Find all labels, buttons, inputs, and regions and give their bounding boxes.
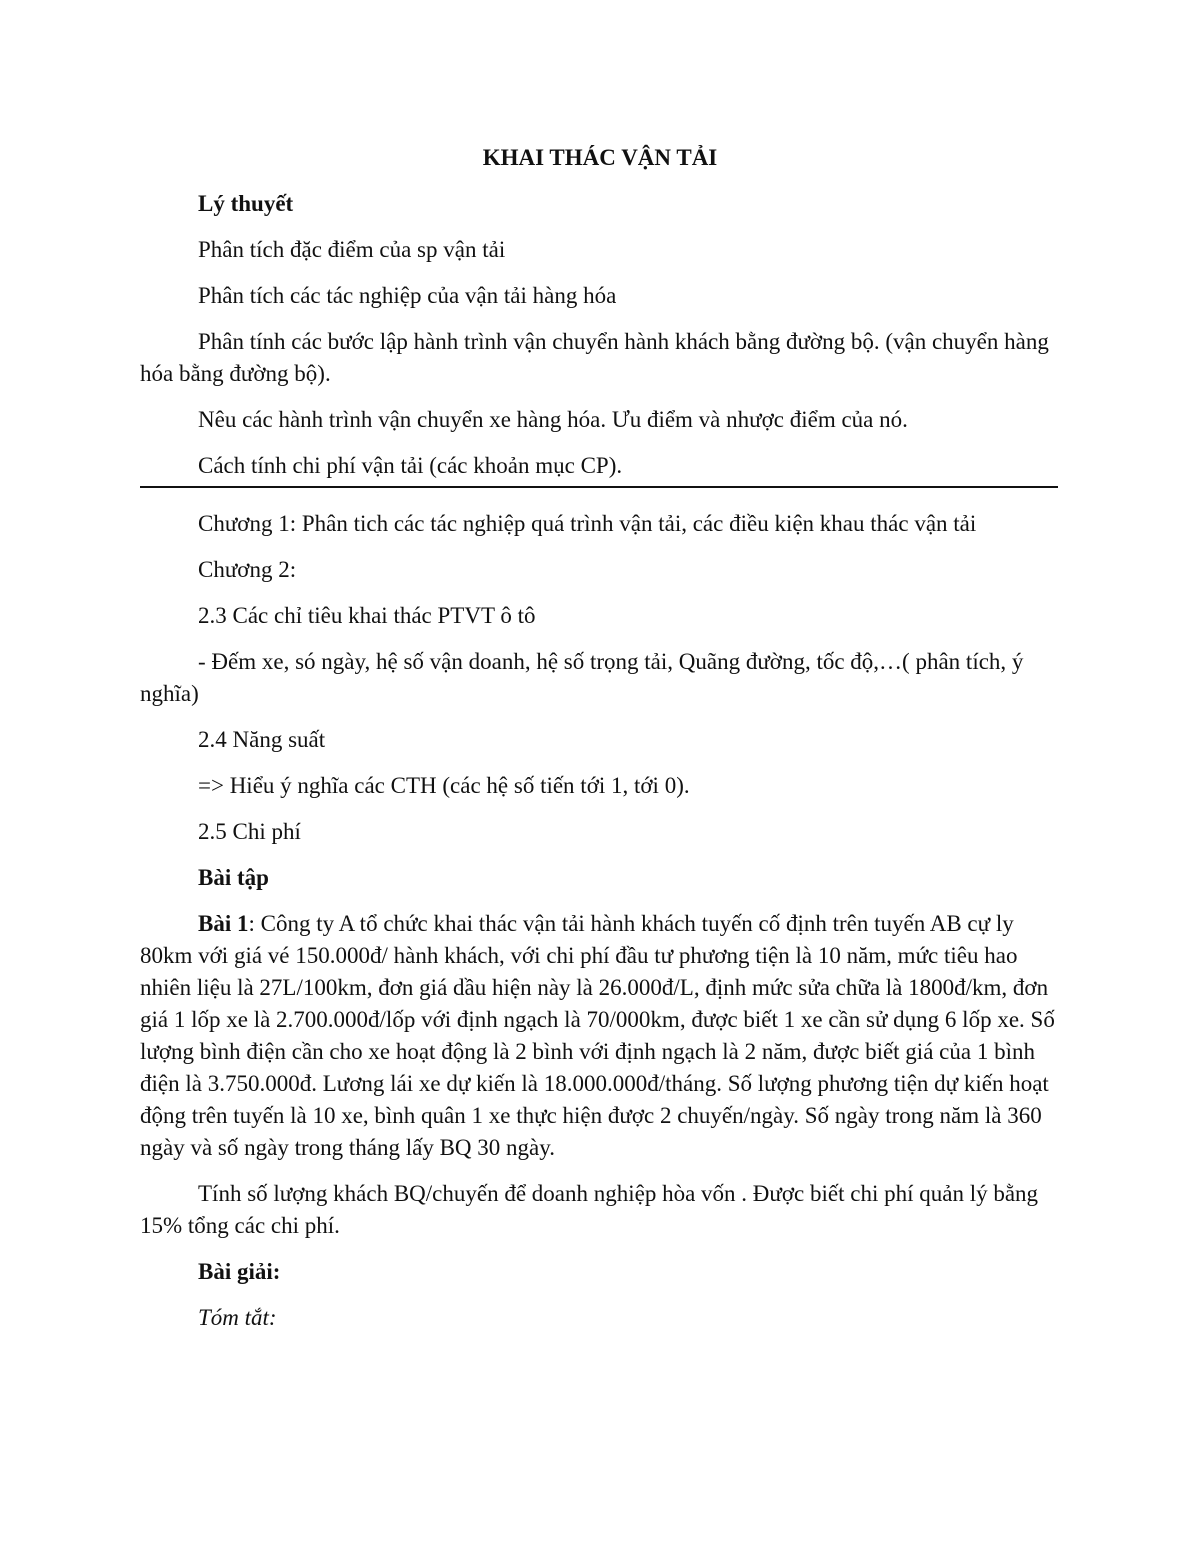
horizontal-divider xyxy=(140,486,1058,488)
document-content xyxy=(140,142,1060,1348)
chapter-1: Chương 1: Phân tich các tác nghiệp quá trình vận tải, các điều kiện khau thác vận tải xyxy=(198,511,977,536)
page-title: KHAI THÁC VẬN TẢI xyxy=(482,145,718,170)
theory-item: Phân tích các tác nghiệp của vận tải hàng hóa xyxy=(198,283,617,308)
exercise-1-text: : Công ty A tổ chức khai thác vận tải hành khách tuyến cố định trên tuyến AB cự ly 80km với giá vé 150.000đ/ hành khách, với chi phí đầu tư phương tiện là 10 năm, mức tiêu hao nhiên liệu là 27L/100km, đơn giá dầu hiện này là 26.000đ/L, định mức sửa chữa là 1800đ/km, đơn giá 1 lốp xe là 2.700.000đ/lốp với định ngạch là 70/000km, được biết 1 xe cần sử dụng 6 lốp xe. Số lượng bình điện cần cho xe hoạt động là 2 bình với định ngạch là 2 năm, được biết giá của 1 bình điện là 3.750.000đ. Lương lái xe dự kiến là 18.000.000đ/tháng. Số lượng phương tiện dự kiến hoạt động trên tuyến là 10 xe, bình quân 1 xe thực hiện được 2 chuyến/ngày. Số ngày trong năm là 360 ngày và số ngày trong tháng lấy BQ 30 ngày. xyxy=(140,911,1055,1160)
solution-heading: Bài giải: xyxy=(198,1259,281,1284)
summary-label: Tóm tắt: xyxy=(198,1305,277,1330)
section-2-3-detail: - Đếm xe, só ngày, hệ số vận doanh, hệ số trọng tải, Quãng đường, tốc độ,…( phân tích, ý nghĩa) xyxy=(140,649,1024,706)
chapter-2: Chương 2: xyxy=(198,557,297,582)
section-2-4: 2.4 Năng suất xyxy=(198,727,326,752)
exercise-heading: Bài tập xyxy=(198,865,269,890)
exercise-1 xyxy=(140,908,1060,1164)
theory-heading: Lý thuyết xyxy=(198,191,294,216)
theory-item: Phân tích đặc điểm của sp vận tải xyxy=(198,237,506,262)
section-2-4-note: => Hiểu ý nghĩa các CTH (các hệ số tiến tới 1, tới 0). xyxy=(198,773,690,798)
theory-item: Phân tính các bước lập hành trình vận chuyển hành khách bằng đường bộ. (vận chuyển hàng hóa bằng đường bộ). xyxy=(140,329,1049,386)
theory-item: Cách tính chi phí vận tải (các khoản mục CP). xyxy=(198,453,623,478)
theory-item: Nêu các hành trình vận chuyển xe hàng hóa. Ưu điểm và nhược điểm của nó. xyxy=(198,407,908,432)
exercise-1-question: Tính số lượng khách BQ/chuyến để doanh nghiệp hòa vốn . Được biết chi phí quản lý bằng 15% tổng các chi phí. xyxy=(140,1181,1039,1238)
section-2-3: 2.3 Các chỉ tiêu khai thác PTVT ô tô xyxy=(198,603,536,628)
section-2-5: 2.5 Chi phí xyxy=(198,819,301,844)
exercise-1-label: Bài 1 xyxy=(198,911,249,936)
